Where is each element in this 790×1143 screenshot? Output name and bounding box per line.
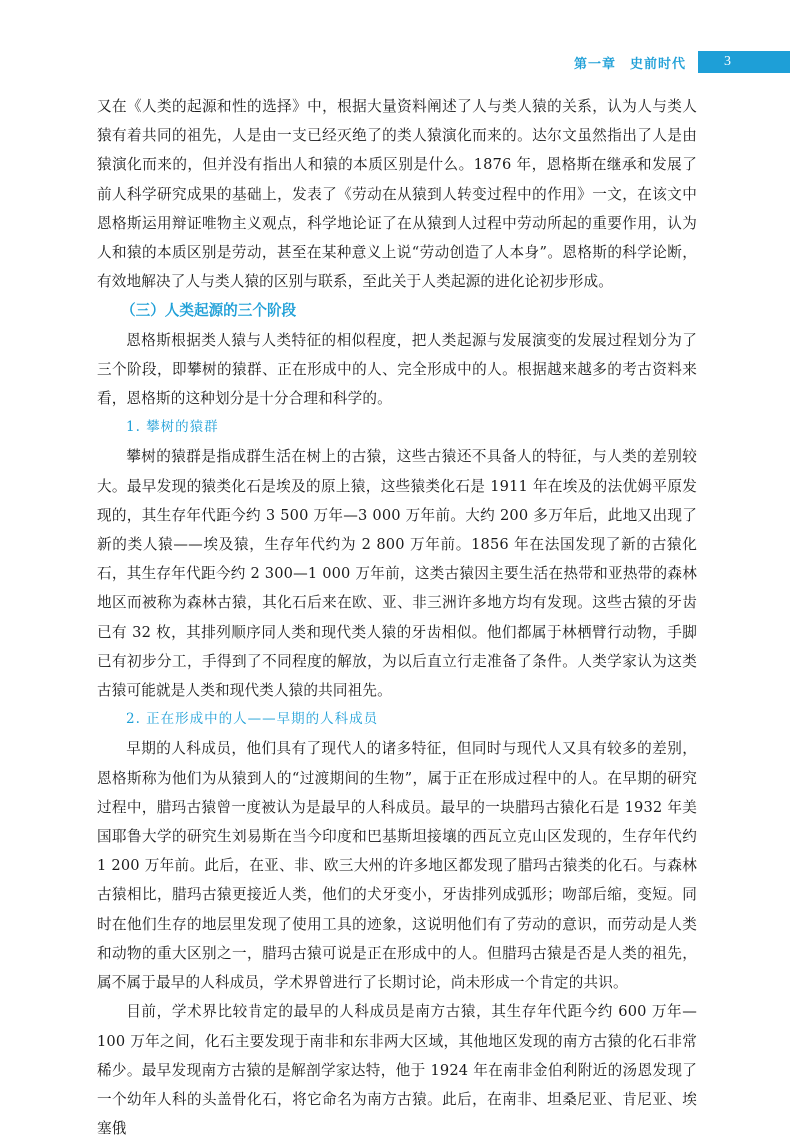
paragraph-5: 目前，学术界比较肯定的最早的人科成员是南方古猿，其生存年代距今约 600 万年—100 万年之间，化石主要发现于南非和东非两大区域，其他地区发现的南方古猿的化石非常稀少。最早发现南方古猿的是解剖学家达特，他于 1924 年在南非金伯利附近的汤恩发现了一个幼年人科的头盖骨化石，将它命名为南方古猿。此后，在南非、坦桑尼亚、肯尼亚、埃塞俄	[97, 1003, 697, 1138]
subheading-1: 1. 攀树的猿群	[126, 419, 219, 436]
section-heading-3: （三）人类起源的三个阶段	[121, 302, 297, 320]
paragraph-3: 攀树的猿群是指成群生活在树上的古猿，这些古猿还不具备人的特征，与人类的差别较大。最早发现的猿类化石是埃及的原上猿，这些猿类化石是 1911 年在埃及的法优姆平原发现的，其生存年代距今约 3 500 万年—3 000 万年前。大约 200 多万年后，此地又出现了新的类人猿——埃及猿，生存年代约为 2 800 万年前。1856 年在法国发现了新的古猿化石，其生存年代距今约 2 300—1 000 万年前，这类古猿因主要生活在热带和亚热带的森林地区而被称为森林古猿，其化石后来在欧、亚、非三洲许多地方均有发现。这些古猿的牙齿已有 32 枚，其排列顺序同人类和现代类人猿的牙齿相似。他们都属于林栖臂行动物，手脚已有初步分工，手得到了不同程度的解放，为以后直立行走准备了条件。人类学家认为这类古猿可能就是人类和现代类人猿的共同祖先。	[97, 448, 697, 700]
paragraph-2: 恩格斯根据类人猿与人类特征的相似程度，把人类起源与发展演变的发展过程划分为了三个阶段，即攀树的猿群、正在形成中的人、完全形成中的人。根据越来越多的考古资料来看，恩格斯的这种划分是十分合理和科学的。	[97, 331, 697, 408]
chapter-label: 第一章	[573, 56, 616, 72]
page-body	[97, 92, 697, 1143]
paragraph-1: 又在《人类的起源和性的选择》中，根据大量资料阐述了人与类人猿的关系，认为人与类人猿有着共同的祖先，人是由一支已经灭绝了的类人猿演化而来的。达尔文虽然指出了人是由猿演化而来的，但并没有指出人和猿的本质区别是什么。1876 年，恩格斯在继承和发展了前人科学研究成果的基础上，发表了《劳动在从猿到人转变过程中的作用》一文，在该文中恩格斯运用辩证唯物主义观点，科学地论证了在从猿到人过程中劳动所起的重要作用，认为人和猿的本质区别是劳动，甚至在某种意义上说“劳动创造了人本身”。恩格斯的科学论断，有效地解决了人与类人猿的区别与联系，至此关于人类起源的进化论初步形成。	[97, 98, 697, 291]
running-header	[574, 51, 790, 73]
page-number: 3	[698, 51, 790, 73]
chapter-name: 史前时代	[629, 56, 686, 72]
paragraph-4: 早期的人科成员，他们具有了现代人的诸多特征，但同时与现代人又具有较多的差别，恩格斯称为他们为从猿到人的“过渡期间的生物”，属于正在形成过程中的人。在早期的研究过程中，腊玛古猿曾一度被认为是最早的人科成员。最早的一块腊玛古猿化石是 1932 年美国耶鲁大学的研究生刘易斯在当今印度和巴基斯坦接壤的西瓦立克山区发现的，生存年代约 1 200 万年前。此后，在亚、非、欧三大州的许多地区都发现了腊玛古猿类的化石。与森林古猿相比，腊玛古猿更接近人类，他们的犬牙变小，牙齿排列成弧形；吻部后缩，变短。同时在他们生存的地层里发现了使用工具的迹象，这说明他们有了劳动的意识，而劳动是人类和动物的重大区别之一，腊玛古猿可说是正在形成中的人。但腊玛古猿是否是人类的祖先，属不属于最早的人科成员，学术界曾进行了长期讨论，尚未形成一个肯定的共识。	[97, 740, 697, 992]
chapter-title	[574, 51, 698, 73]
subheading-2: 2. 正在形成中的人——早期的人科成员	[126, 711, 379, 728]
